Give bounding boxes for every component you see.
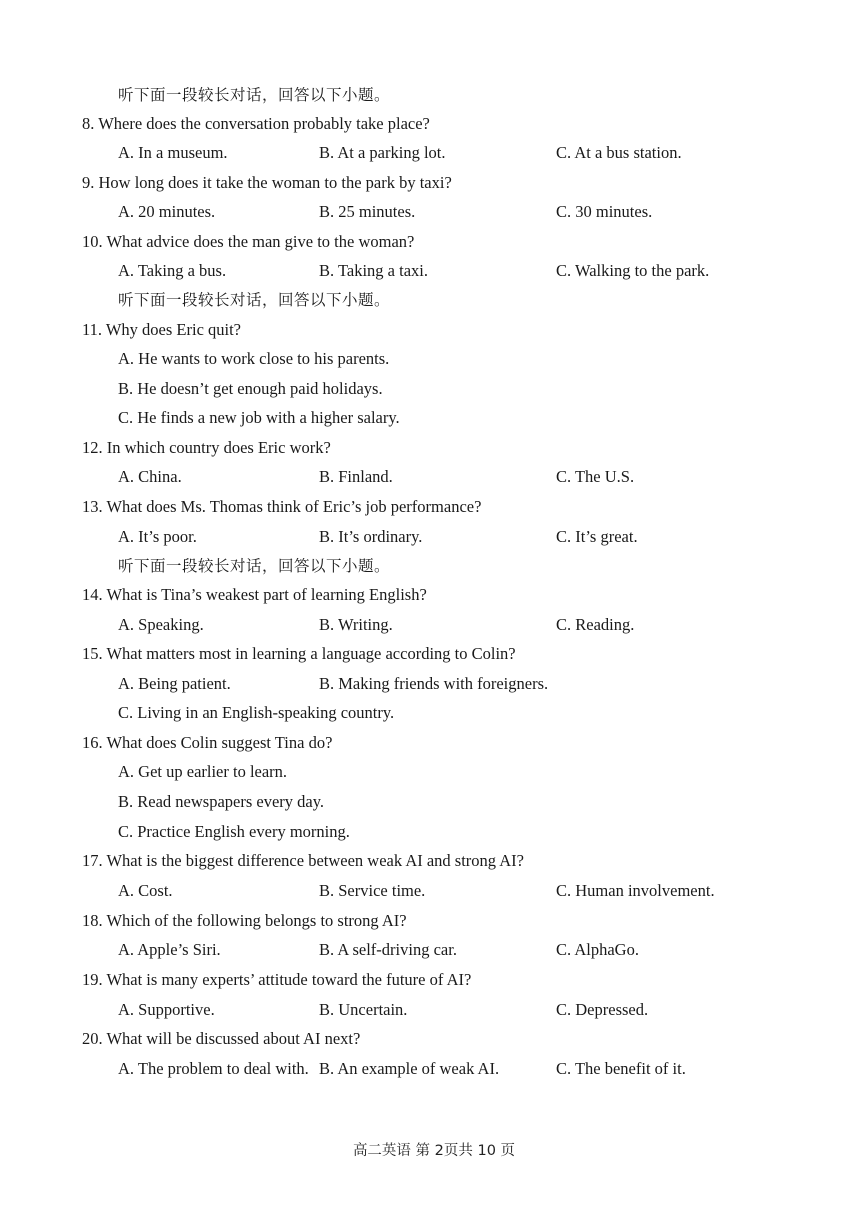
- option-b: B. It’s ordinary.: [319, 527, 423, 546]
- question-stem: 10. What advice does the man give to the woman?: [82, 232, 415, 251]
- option-c: C. He finds a new job with a higher salary.: [118, 408, 400, 427]
- option-b: B. He doesn’t get enough paid holidays.: [118, 379, 383, 398]
- option-b: B. Making friends with foreigners.: [319, 674, 549, 693]
- option-c: C. Depressed.: [556, 1000, 649, 1019]
- question-stem: 19. What is many experts’ attitude toward the future of AI?: [82, 970, 472, 989]
- option-a: A. China.: [118, 467, 182, 486]
- option-b: B. An example of weak AI.: [319, 1059, 500, 1078]
- option-b: B. Read newspapers every day.: [118, 792, 325, 811]
- option-b: B. A self-driving car.: [319, 940, 457, 959]
- option-a: A. Supportive.: [118, 1000, 215, 1019]
- option-a: A. Get up earlier to learn.: [118, 762, 288, 781]
- question-stem: 8. Where does the conversation probably take place?: [82, 114, 430, 133]
- section-instruction: 听下面一段较长对话，回答以下小题。: [118, 86, 391, 104]
- option-c: C. The U.S.: [556, 467, 635, 486]
- page-footer: 高二英语 第 2页共 10 页: [352, 1143, 516, 1159]
- option-a: A. The problem to deal with.: [118, 1059, 309, 1078]
- option-c: C. Reading.: [556, 615, 635, 634]
- option-c: C. Practice English every morning.: [118, 822, 350, 841]
- option-a: A. In a museum.: [118, 143, 228, 162]
- option-a: A. Taking a bus.: [118, 261, 227, 280]
- question-stem: 14. What is Tina’s weakest part of learning English?: [82, 585, 427, 604]
- option-c: C. AlphaGo.: [556, 940, 639, 959]
- option-a: A. It’s poor.: [118, 527, 197, 546]
- question-stem: 15. What matters most in learning a language according to Colin?: [82, 644, 516, 663]
- option-c: C. 30 minutes.: [556, 202, 653, 221]
- option-b: B. Taking a taxi.: [319, 261, 428, 280]
- question-stem: 12. In which country does Eric work?: [82, 438, 331, 457]
- option-a: A. Speaking.: [118, 615, 204, 634]
- question-stem: 18. Which of the following belongs to strong AI?: [82, 911, 407, 930]
- question-stem: 11. Why does Eric quit?: [82, 320, 242, 339]
- option-b: B. 25 minutes.: [319, 202, 416, 221]
- section-instruction: 听下面一段较长对话，回答以下小题。: [118, 291, 391, 309]
- question-stem: 20. What will be discussed about AI next?: [82, 1029, 361, 1048]
- option-a: A. He wants to work close to his parents.: [118, 349, 390, 368]
- option-c: C. Human involvement.: [556, 881, 715, 900]
- option-a: A. Cost.: [118, 881, 173, 900]
- option-c: C. It’s great.: [556, 527, 638, 546]
- option-c: C. The benefit of it.: [556, 1059, 686, 1078]
- option-b: B. Finland.: [319, 467, 393, 486]
- option-c: C. At a bus station.: [556, 143, 682, 162]
- option-c: C. Walking to the park.: [556, 261, 710, 280]
- question-stem: 9. How long does it take the woman to the park by taxi?: [82, 173, 452, 192]
- option-b: B. Service time.: [319, 881, 426, 900]
- question-stem: 13. What does Ms. Thomas think of Eric’s job performance?: [82, 497, 482, 516]
- option-c: C. Living in an English-speaking country.: [118, 703, 395, 722]
- section-instruction: 听下面一段较长对话，回答以下小题。: [118, 557, 391, 575]
- option-a: A. Apple’s Siri.: [118, 940, 221, 959]
- option-b: B. Writing.: [319, 615, 393, 634]
- option-b: B. Uncertain.: [319, 1000, 408, 1019]
- question-stem: 17. What is the biggest difference between weak AI and strong AI?: [82, 851, 525, 870]
- option-a: A. 20 minutes.: [118, 202, 216, 221]
- option-a: A. Being patient.: [118, 674, 231, 693]
- option-b: B. At a parking lot.: [319, 143, 446, 162]
- question-stem: 16. What does Colin suggest Tina do?: [82, 733, 333, 752]
